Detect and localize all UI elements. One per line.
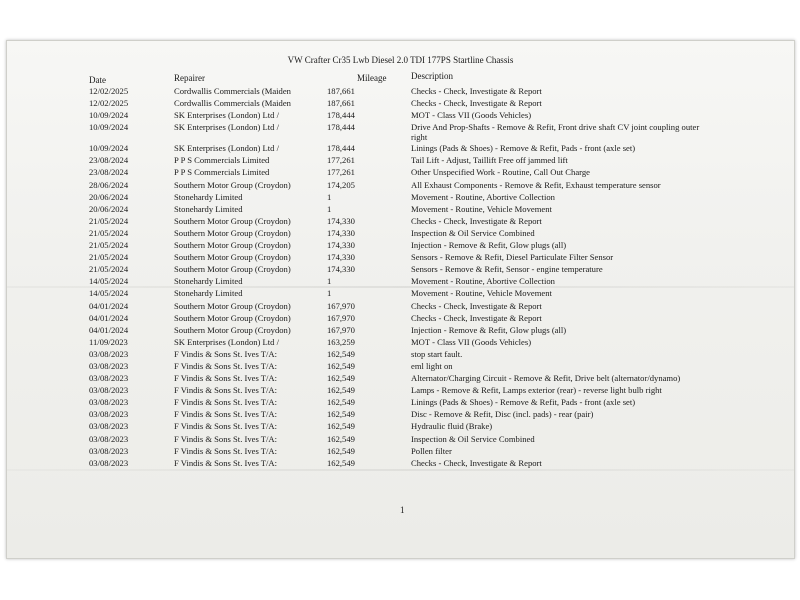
cell-description: All Exhaust Components - Remove & Refit, Exhaust temperature sensor xyxy=(411,179,661,190)
cell-description: Inspection & Oil Service Combined xyxy=(411,227,535,238)
cell-repairer: Southern Motor Group (Croydon) xyxy=(174,252,291,263)
page-number: 1 xyxy=(400,505,405,515)
cell-repairer: F Vindis & Sons St. Ives T/A: xyxy=(174,397,278,408)
cell-description: MOT - Class VII (Goods Vehicles) xyxy=(411,110,532,121)
cell-description: Other Unspecified Work - Routine, Call Out Charge xyxy=(411,167,590,178)
cell-mileage: 162,549 xyxy=(327,457,355,468)
table-row xyxy=(7,434,794,446)
cell-mileage: 162,549 xyxy=(327,385,355,396)
cell-mileage: 177,261 xyxy=(327,167,355,178)
table-row xyxy=(7,143,794,155)
cell-description: Checks - Check, Investigate & Report xyxy=(411,457,542,468)
cell-date: 03/08/2023 xyxy=(89,409,129,420)
cell-mileage: 187,661 xyxy=(327,86,355,96)
cell-repairer: F Vindis & Sons St. Ives T/A: xyxy=(174,360,278,371)
table-row xyxy=(7,446,794,458)
cell-repairer: F Vindis & Sons St. Ives T/A: xyxy=(174,409,278,420)
table-row xyxy=(7,252,794,264)
cell-date: 03/08/2023 xyxy=(89,421,129,432)
cell-date: 21/05/2024 xyxy=(89,264,129,275)
cell-mileage: 1 xyxy=(327,276,332,287)
cell-date: 21/05/2024 xyxy=(89,215,129,226)
table-row xyxy=(7,385,794,397)
cell-description: Linings (Pads & Shoes) - Remove & Refit, Pads - front (axle set) xyxy=(411,143,636,154)
table-row xyxy=(7,301,794,313)
cell-repairer: Southern Motor Group (Croydon) xyxy=(174,215,291,226)
cell-description: Inspection & Oil Service Combined xyxy=(411,433,535,444)
cell-repairer: Stonehardy Limited xyxy=(174,203,243,214)
cell-date: 21/05/2024 xyxy=(89,252,129,263)
cell-date: 12/02/2025 xyxy=(89,98,129,109)
table-row xyxy=(7,421,794,433)
service-history-page xyxy=(6,40,795,559)
table-row xyxy=(7,240,794,252)
cell-description: Tail Lift - Adjust, Taillift Free off jammed lift xyxy=(411,155,568,166)
cell-repairer: F Vindis & Sons St. Ives T/A: xyxy=(174,445,278,456)
cell-date: 03/08/2023 xyxy=(89,373,129,384)
cell-mileage: 174,330 xyxy=(327,240,355,251)
cell-mileage: 1 xyxy=(327,288,332,299)
table-row xyxy=(7,276,794,288)
table-row xyxy=(7,204,794,216)
cell-date: 14/05/2024 xyxy=(89,276,129,287)
cell-date: 03/08/2023 xyxy=(89,360,129,371)
cell-description: Checks - Check, Investigate & Report xyxy=(411,312,542,323)
cell-mileage: 162,549 xyxy=(327,421,355,432)
column-header-repairer: Repairer xyxy=(174,73,205,83)
cell-mileage: 167,970 xyxy=(327,324,355,335)
table-row xyxy=(7,264,794,276)
table-row xyxy=(7,122,794,143)
table-row xyxy=(7,325,794,337)
table-row xyxy=(7,86,794,98)
cell-date: 04/01/2024 xyxy=(89,312,129,323)
table-row xyxy=(7,458,794,470)
cell-repairer: F Vindis & Sons St. Ives T/A: xyxy=(174,373,278,384)
table-row xyxy=(7,167,794,179)
cell-repairer: SK Enterprises (London) Ltd / xyxy=(174,122,280,133)
document-title: VW Crafter Cr35 Lwb Diesel 2.0 TDI 177PS Startline Chassis xyxy=(287,55,514,65)
cell-description: Movement - Routine, Vehicle Movement xyxy=(411,203,552,214)
table-row xyxy=(7,313,794,325)
cell-description: Pollen filter xyxy=(411,445,452,456)
cell-repairer: F Vindis & Sons St. Ives T/A: xyxy=(174,457,278,468)
cell-repairer: Stonehardy Limited xyxy=(174,276,243,287)
cell-mileage: 162,549 xyxy=(327,445,355,456)
cell-repairer: SK Enterprises (London) Ltd / xyxy=(174,143,280,154)
cell-description: Linings (Pads & Shoes) - Remove & Refit, Pads - front (axle set) xyxy=(411,397,636,408)
table-row xyxy=(7,349,794,361)
cell-description: Alternator/Charging Circuit - Remove & Refit, Drive belt (alternator/dynamo) xyxy=(411,373,681,384)
cell-mileage: 1 xyxy=(327,191,332,202)
cell-mileage: 162,549 xyxy=(327,397,355,408)
cell-description: Injection - Remove & Refit, Glow plugs (all) xyxy=(411,324,567,335)
cell-mileage: 162,549 xyxy=(327,433,355,444)
cell-repairer: Southern Motor Group (Croydon) xyxy=(174,264,291,275)
cell-repairer: Southern Motor Group (Croydon) xyxy=(174,300,291,311)
cell-mileage: 174,330 xyxy=(327,215,355,226)
table-row xyxy=(7,110,794,122)
table-row xyxy=(7,361,794,373)
cell-repairer: F Vindis & Sons St. Ives T/A: xyxy=(174,433,278,444)
cell-repairer: Southern Motor Group (Croydon) xyxy=(174,179,291,190)
table-row xyxy=(7,216,794,228)
cell-mileage: 174,330 xyxy=(327,252,355,263)
cell-date: 03/08/2023 xyxy=(89,348,129,359)
cell-description: Movement - Routine, Abortive Collection xyxy=(411,191,555,202)
cell-description: Drive And Prop-Shafts - Remove & Refit, Front drive shaft CV joint coupling outer right xyxy=(411,122,700,143)
table-row xyxy=(7,180,794,192)
cell-mileage: 162,549 xyxy=(327,348,355,359)
table-row xyxy=(7,228,794,240)
cell-description: Checks - Check, Investigate & Report xyxy=(411,300,542,311)
cell-mileage: 167,970 xyxy=(327,300,355,311)
cell-mileage: 162,549 xyxy=(327,409,355,420)
cell-mileage: 167,970 xyxy=(327,312,355,323)
cell-repairer: Southern Motor Group (Croydon) xyxy=(174,240,291,251)
column-header-description: Description xyxy=(411,71,453,81)
cell-date: 03/08/2023 xyxy=(89,433,129,444)
cell-date: 03/08/2023 xyxy=(89,445,129,456)
cell-mileage: 178,444 xyxy=(327,110,355,121)
table-row xyxy=(7,288,794,300)
cell-repairer: P P S Commercials Limited xyxy=(174,155,270,166)
cell-mileage: 177,261 xyxy=(327,155,355,166)
cell-date: 20/06/2024 xyxy=(89,191,129,202)
cell-description: MOT - Class VII (Goods Vehicles) xyxy=(411,336,532,347)
cell-repairer: Southern Motor Group (Croydon) xyxy=(174,227,291,238)
cell-repairer: SK Enterprises (London) Ltd / xyxy=(174,110,280,121)
cell-repairer: P P S Commercials Limited xyxy=(174,167,270,178)
cell-date: 03/08/2023 xyxy=(89,457,129,468)
cell-description: Hydraulic fluid (Brake) xyxy=(411,421,493,432)
cell-mileage: 174,330 xyxy=(327,227,355,238)
cell-date: 23/08/2024 xyxy=(89,167,129,178)
cell-description: Movement - Routine, Vehicle Movement xyxy=(411,288,552,299)
cell-repairer: F Vindis & Sons St. Ives T/A: xyxy=(174,421,278,432)
cell-date: 10/09/2024 xyxy=(89,110,129,121)
cell-repairer: Stonehardy Limited xyxy=(174,288,243,299)
cell-date: 10/09/2024 xyxy=(89,122,129,133)
table-row xyxy=(7,337,794,349)
cell-repairer: Cordwallis Commercials (Maiden xyxy=(174,98,291,109)
cell-mileage: 162,549 xyxy=(327,360,355,371)
cell-date: 04/01/2024 xyxy=(89,300,129,311)
cell-mileage: 178,444 xyxy=(327,143,355,154)
cell-date: 11/09/2023 xyxy=(89,336,128,347)
cell-mileage: 178,444 xyxy=(327,122,355,133)
cell-repairer: SK Enterprises (London) Ltd / xyxy=(174,336,280,347)
cell-repairer: F Vindis & Sons St. Ives T/A: xyxy=(174,348,278,359)
cell-mileage: 174,205 xyxy=(327,179,355,190)
cell-repairer: Cordwallis Commercials (Maiden xyxy=(174,86,291,96)
cell-date: 23/08/2024 xyxy=(89,155,129,166)
cell-date: 21/05/2024 xyxy=(89,240,129,251)
cell-description: Sensors - Remove & Refit, Sensor - engine temperature xyxy=(411,264,603,275)
cell-repairer: Southern Motor Group (Croydon) xyxy=(174,312,291,323)
cell-date: 14/05/2024 xyxy=(89,288,129,299)
cell-mileage: 162,549 xyxy=(327,373,355,384)
cell-date: 20/06/2024 xyxy=(89,203,129,214)
cell-description: Sensors - Remove & Refit, Diesel Particulate Filter Sensor xyxy=(411,252,614,263)
cell-mileage: 1 xyxy=(327,203,332,214)
cell-description: eml light on xyxy=(411,360,453,371)
cell-date: 04/01/2024 xyxy=(89,324,129,335)
cell-description: Checks - Check, Investigate & Report xyxy=(411,215,542,226)
cell-repairer: F Vindis & Sons St. Ives T/A: xyxy=(174,385,278,396)
table-row xyxy=(7,397,794,409)
cell-mileage: 163,259 xyxy=(327,336,355,347)
cell-date: 21/05/2024 xyxy=(89,227,129,238)
cell-date: 03/08/2023 xyxy=(89,385,129,396)
cell-repairer: Stonehardy Limited xyxy=(174,191,243,202)
cell-date: 28/06/2024 xyxy=(89,179,129,190)
table-row xyxy=(7,409,794,421)
cell-repairer: Southern Motor Group (Croydon) xyxy=(174,324,291,335)
cell-description: Disc - Remove & Refit, Disc (incl. pads) - rear (pair) xyxy=(411,409,594,420)
cell-description: stop start fault. xyxy=(411,348,463,359)
cell-description: Movement - Routine, Abortive Collection xyxy=(411,276,555,287)
column-header-mileage: Mileage xyxy=(357,73,387,83)
table-row xyxy=(7,155,794,167)
table-row xyxy=(7,98,794,110)
cell-date: 10/09/2024 xyxy=(89,143,129,154)
table-row xyxy=(7,373,794,385)
cell-date: 03/08/2023 xyxy=(89,397,129,408)
cell-description: Checks - Check, Investigate & Report xyxy=(411,98,542,109)
service-records-table xyxy=(7,86,794,470)
cell-date: 12/02/2025 xyxy=(89,86,129,96)
cell-description: Injection - Remove & Refit, Glow plugs (all) xyxy=(411,240,567,251)
table-row xyxy=(7,192,794,204)
cell-description: Checks - Check, Investigate & Report xyxy=(411,86,542,96)
column-header-date: Date xyxy=(89,75,106,85)
cell-mileage: 187,661 xyxy=(327,98,355,109)
cell-description: Lamps - Remove & Refit, Lamps exterior (rear) - reverse light bulb right xyxy=(411,385,662,396)
cell-mileage: 174,330 xyxy=(327,264,355,275)
